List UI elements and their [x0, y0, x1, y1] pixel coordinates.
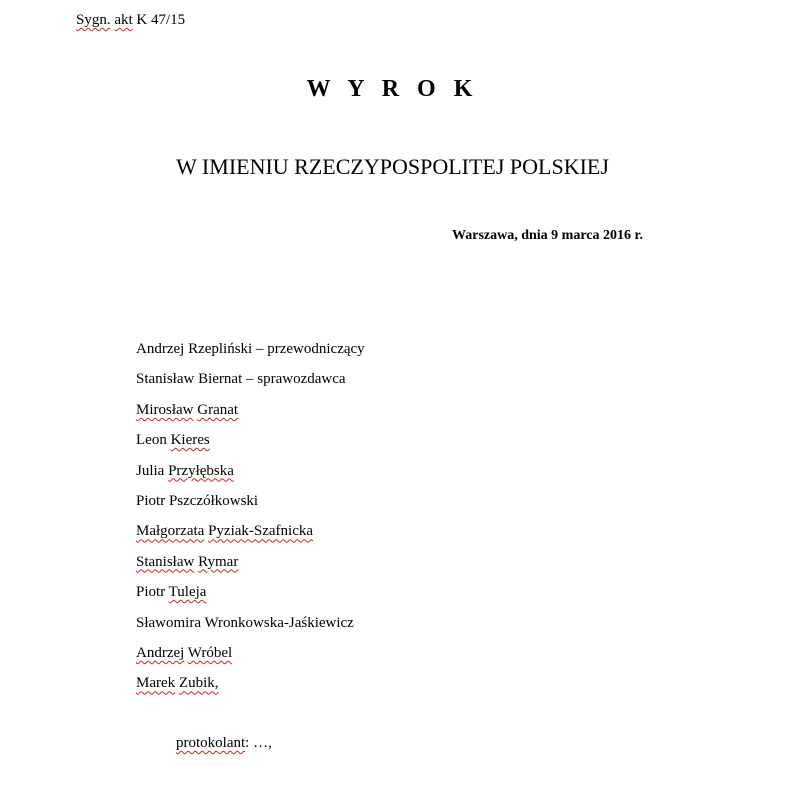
judge-item: Stanisław Biernat – sprawozdawca — [136, 371, 346, 388]
judge-item: Piotr Tuleja — [136, 584, 207, 601]
judge-item: Stanisław Rymar — [136, 553, 239, 570]
clerk-value: : …, — [245, 735, 272, 751]
judgment-subtitle: W IMIENIU RZECZYPOSPOLITEJ POLSKIEJ — [176, 154, 609, 179]
judge-item: Sławomira Wronkowska-Jaśkiewicz — [136, 614, 354, 631]
case-word: akt — [114, 12, 133, 28]
case-number: K 47/15 — [136, 12, 186, 28]
judge-item: Andrzej Rzepliński – przewodniczący — [136, 341, 365, 357]
judge-item: Andrzej Wróbel — [136, 644, 233, 661]
clerk-line — [176, 733, 272, 753]
judge-item: Piotr Pszczółkowski — [136, 492, 259, 509]
judge-item: Leon Kieres — [136, 432, 210, 449]
case-prefix: Sygn. — [76, 12, 111, 28]
judge-item: Marek Zubik, — [136, 675, 219, 692]
clerk-label: protokolant — [176, 735, 246, 751]
judge-item: Mirosław Granat — [136, 401, 239, 418]
court-composition — [136, 339, 365, 704]
judgment-title: W Y R O K — [306, 76, 479, 102]
judge-item: Małgorzata Pyziak-Szafnicka — [136, 523, 314, 540]
judge-item: Julia Przyłębska — [136, 462, 234, 479]
case-signature — [76, 10, 185, 30]
place-date: Warszawa, dnia 9 marca 2016 r. — [452, 228, 643, 243]
